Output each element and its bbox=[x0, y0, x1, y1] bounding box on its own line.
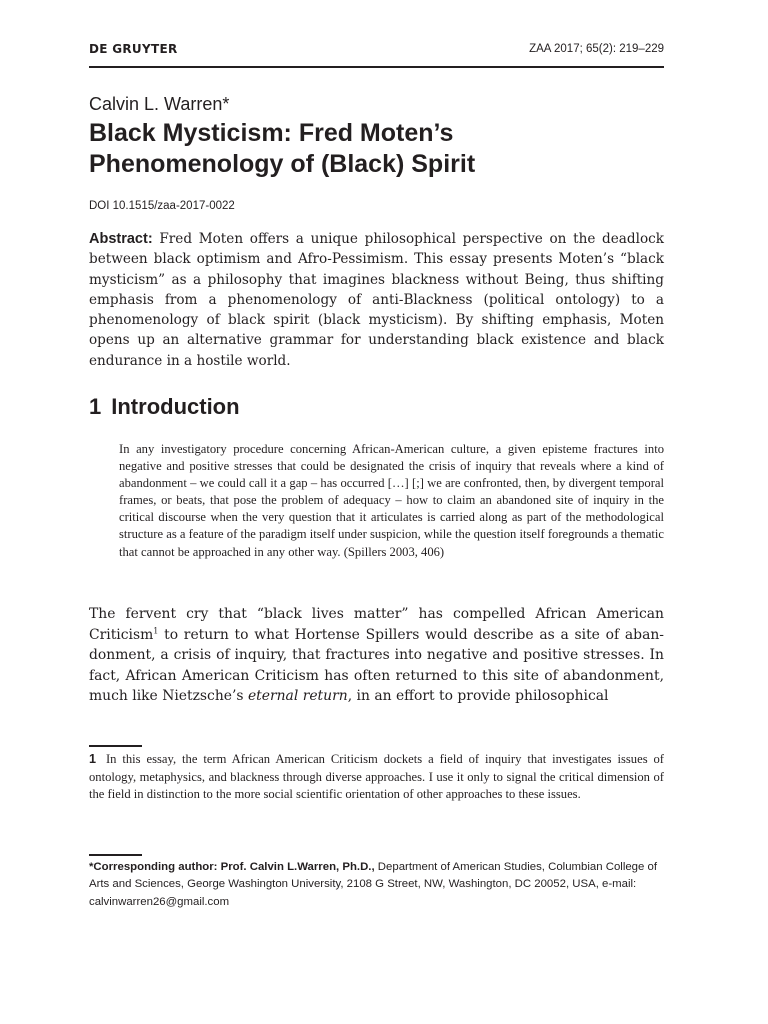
body-emphasis: eternal return bbox=[247, 688, 348, 705]
footnote-number: 1 bbox=[89, 752, 97, 766]
article-title-line-1: Black Mysticism: Fred Moten’s bbox=[89, 119, 454, 147]
article-title bbox=[89, 118, 689, 180]
epigraph-quote: In any investigatory procedure concerning African-American culture, a given episteme fractures into negative and positive stresses that could be designated the crisis of inquiry that reveals where a kind of abandonment – we could call it a gap – has occurred […] [;] we are confronted, then, by divergent temporal frames, or beats, that pose the problem of adequacy – how to claim an abandoned site of inquiry in the critical discourse when the very question that it articulates is carried along as part of the methodological structure as a feature of the paradigm itself under suspicion, while the question itself foregrounds a thematic that cannot be approached in any other way. (Spillers 2003, 406) bbox=[119, 442, 664, 559]
correspondence-label: *Corresponding author: Prof. Calvin L.Warren, Ph.D., bbox=[89, 861, 375, 873]
section-number: 1 bbox=[89, 394, 102, 419]
abstract-text: Fred Moten offers a unique philosophical perspective on the deadlock between black optimism and Afro-Pessimism. This essay presents Moten’s “black mysticism” as a philosophy that imagines blackness without Being, thus shifting emphasis from a phenomenology of anti-Blackness (political ontology) to a phenomenology of black spirit (black mysticism). By shifting emphasis, Moten opens up an alternative grammar for understanding black existence and black endurance in a hostile world. bbox=[89, 231, 664, 369]
correspondence-text: Department of American Studies, Columbian College of Arts and Sciences, George Washington University, 2108 G Street, NW, Washington, DC 20052, USA, e-mail: calvinwarren26@gmail.com bbox=[89, 861, 658, 908]
correspondence-divider bbox=[89, 854, 142, 856]
footnote-text: In this essay, the term African American Criticism dockets a field of inquiry that investigates issues of ontology, metaphysics, and blackness through diverse approaches. I use it only to signal the critical dimension of the field in distinction to the more social scientific orientation of other approaches to these issues. bbox=[89, 752, 665, 802]
body-paragraph bbox=[89, 604, 664, 707]
section-title: Introduction bbox=[111, 394, 240, 419]
abstract-label: Abstract: bbox=[89, 231, 153, 247]
section-heading bbox=[89, 394, 240, 420]
body-text-part-2: to return to what Hortense Spillers would describe as a site of abandonment, a crisis of inquiry, that fractures into negative and positive stresses. In fact, African American Criticism has often returned to this site of abandonment, much like Nietzsche’s bbox=[89, 626, 664, 705]
abstract bbox=[89, 229, 664, 371]
footnote-divider bbox=[89, 745, 142, 747]
article-title-line-2: Phenomenology of (Black) Spirit bbox=[89, 150, 476, 178]
header-divider bbox=[89, 66, 664, 68]
body-text-part-1: The fervent cry that “black lives matter” has compelled African American Criticism bbox=[89, 606, 664, 643]
correspondence-note bbox=[89, 859, 664, 911]
journal-citation: ZAA 2017; 65(2): 219–229 bbox=[529, 43, 664, 55]
body-text-part-3: , in an effort to provide philosophical bbox=[347, 688, 609, 705]
author-name: Calvin L. Warren* bbox=[89, 94, 230, 114]
footnote bbox=[89, 751, 664, 804]
footnote-reference[interactable]: 1 bbox=[153, 625, 159, 635]
publisher-name: DE GRUYTER bbox=[89, 42, 178, 56]
doi: DOI 10.1515/zaa-2017-0022 bbox=[89, 200, 235, 212]
